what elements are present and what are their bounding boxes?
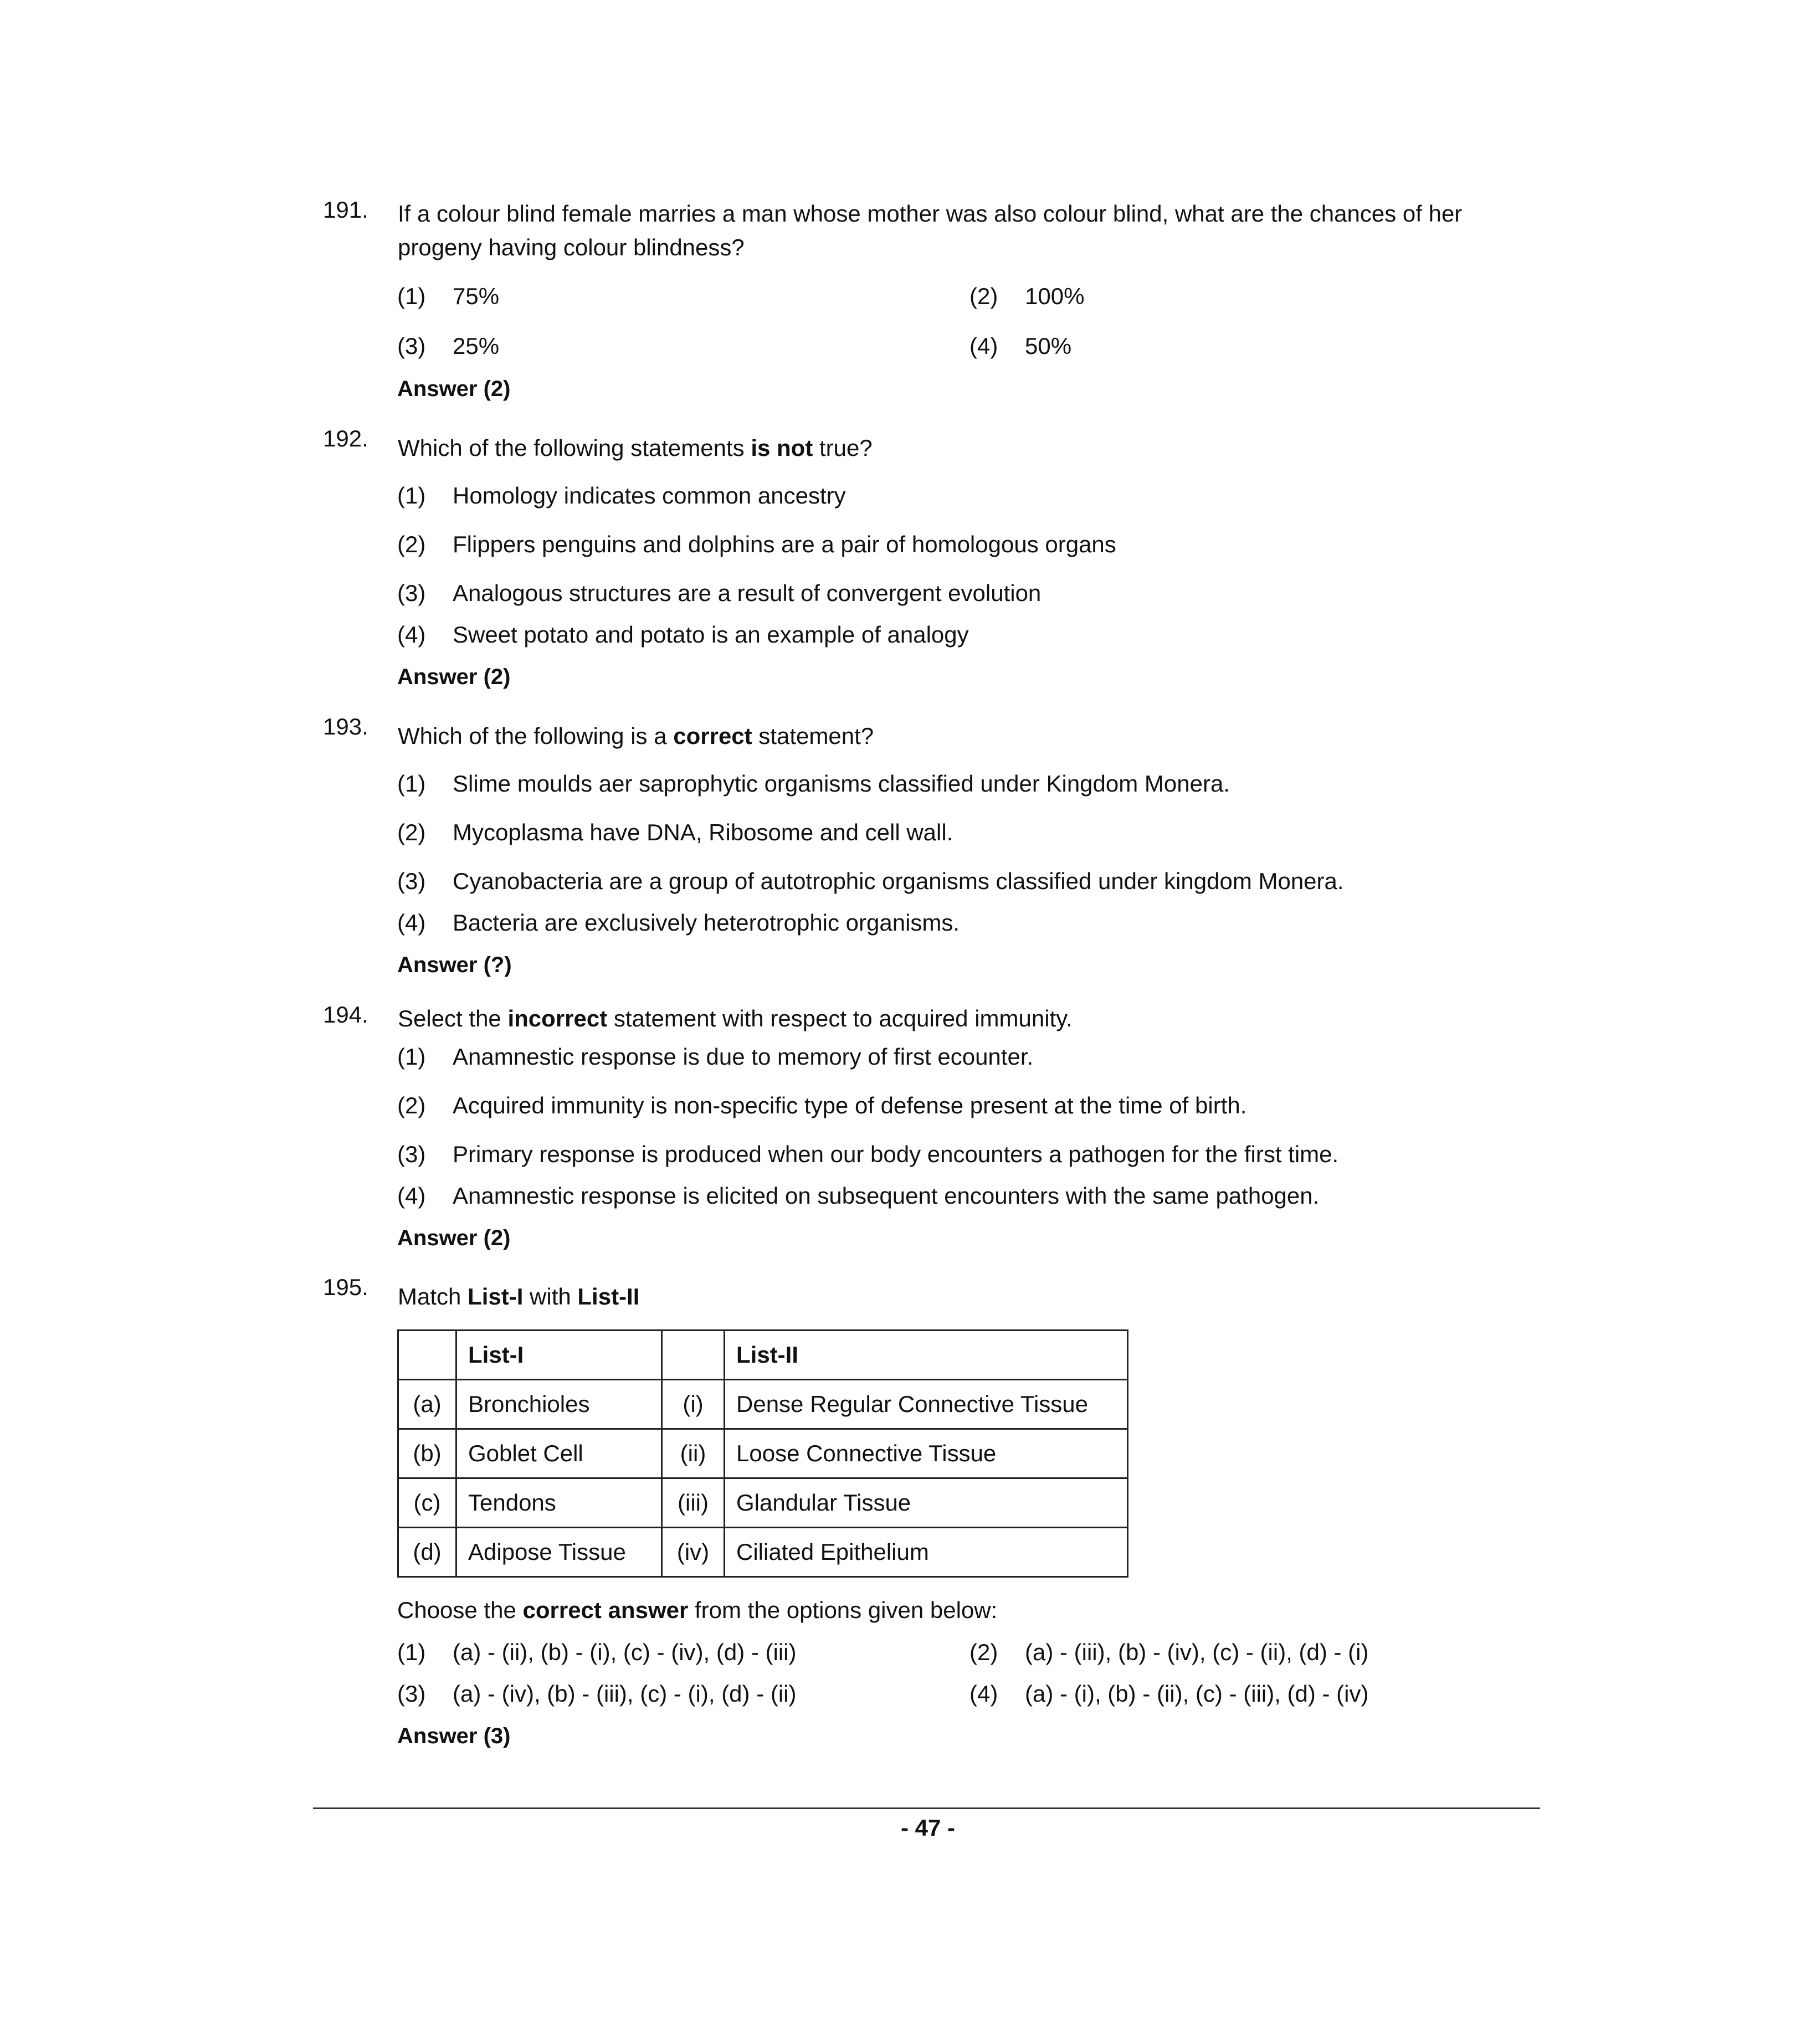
question-number: 193. xyxy=(323,713,368,739)
option-text: Mycoplasma have DNA, Ribosome and cell wall. xyxy=(453,819,953,845)
option-4 xyxy=(397,909,960,937)
question-number: 191. xyxy=(323,197,368,223)
instruction-text-part: Choose the xyxy=(397,1597,523,1623)
table-cell: (iii) xyxy=(662,1478,725,1528)
option-number: (1) xyxy=(397,771,426,797)
option-number: (3) xyxy=(397,868,426,894)
option-number: (4) xyxy=(397,910,426,936)
option-number: (1) xyxy=(397,1639,426,1665)
option-number: (3) xyxy=(397,333,426,359)
option-1 xyxy=(397,482,846,510)
table-row xyxy=(398,1429,1128,1478)
question-text-emphasis: correct xyxy=(673,723,752,749)
option-number: (3) xyxy=(397,580,426,606)
option-4 xyxy=(397,1182,1319,1210)
table-cell: Loose Connective Tissue xyxy=(725,1429,1128,1478)
option-3 xyxy=(397,1141,1338,1168)
question-text-part: Select the xyxy=(398,1005,508,1031)
question-text-emphasis: List-I xyxy=(468,1283,524,1309)
question-number: 194. xyxy=(323,1002,368,1028)
question-text-part: Match xyxy=(398,1283,468,1309)
question-195 xyxy=(323,1274,1542,1313)
option-text: (a) - (i), (b) - (ii), (c) - (iii), (d) - (iv) xyxy=(1025,1681,1369,1707)
option-2 xyxy=(397,531,1116,558)
option-number: (4) xyxy=(397,622,426,648)
answer: Answer (?) xyxy=(397,953,512,977)
question-text-part: Which of the following is a xyxy=(398,723,674,749)
option-number: (2) xyxy=(969,1639,998,1665)
answer: Answer (3) xyxy=(397,1724,511,1748)
option-text: 25% xyxy=(453,333,500,359)
table-header-cell xyxy=(398,1331,456,1380)
option-number: (2) xyxy=(397,819,426,845)
option-number: (4) xyxy=(969,1681,998,1707)
answer: Answer (2) xyxy=(397,1226,511,1250)
option-number: (1) xyxy=(397,482,426,509)
option-4 xyxy=(969,1680,1368,1708)
question-191 xyxy=(323,197,1542,264)
option-text: Primary response is produced when our body encounters a pathogen for the first time. xyxy=(453,1141,1339,1167)
table-cell: Glandular Tissue xyxy=(725,1478,1128,1528)
table-cell: Goblet Cell xyxy=(456,1429,662,1478)
option-4 xyxy=(397,621,969,649)
option-text: Acquired immunity is non-specific type of defense present at the time of birth. xyxy=(453,1092,1247,1118)
option-number: (2) xyxy=(969,283,998,309)
option-number: (3) xyxy=(397,1141,426,1167)
table-cell: (d) xyxy=(398,1528,456,1577)
question-text: If a colour blind female marries a man whose mother was also colour blind, what are the chances of her progeny having colour blindness? xyxy=(398,201,1463,260)
table-cell: Ciliated Epithelium xyxy=(725,1528,1128,1577)
option-3 xyxy=(397,1680,796,1708)
option-text: Analogous structures are a result of convergent evolution xyxy=(453,580,1042,606)
table-cell: (i) xyxy=(662,1380,725,1429)
option-text: Cyanobacteria are a group of autotrophic organisms classified under kingdom Monera. xyxy=(453,868,1344,894)
option-number: (2) xyxy=(397,531,426,557)
question-text xyxy=(398,425,1542,465)
table-cell: Dense Regular Connective Tissue xyxy=(725,1380,1128,1429)
table-header-cell: List-I xyxy=(456,1331,662,1380)
option-4 xyxy=(969,332,1071,360)
question-text xyxy=(398,713,1542,753)
table-header-row xyxy=(398,1331,1128,1380)
option-text: 100% xyxy=(1025,283,1085,309)
footer-divider xyxy=(313,1807,1540,1809)
table-header-cell xyxy=(662,1331,725,1380)
option-3 xyxy=(397,867,1344,895)
option-3 xyxy=(397,332,499,360)
option-text: (a) - (iv), (b) - (iii), (c) - (i), (d) - (ii) xyxy=(453,1681,797,1707)
option-text: (a) - (ii), (b) - (i), (c) - (iv), (d) - (iii) xyxy=(453,1639,797,1665)
question-number: 192. xyxy=(323,425,368,451)
option-1 xyxy=(397,1639,796,1666)
option-number: (4) xyxy=(969,333,998,359)
question-text-emphasis: incorrect xyxy=(507,1005,608,1031)
table-cell: (iv) xyxy=(662,1528,725,1577)
option-2 xyxy=(397,819,953,846)
question-193 xyxy=(323,713,1542,753)
question-text xyxy=(398,1002,1542,1035)
option-number: (1) xyxy=(397,283,426,309)
option-2 xyxy=(969,283,1084,310)
option-text: 75% xyxy=(453,283,500,309)
answer: Answer (2) xyxy=(397,665,511,689)
option-text: Flippers penguins and dolphins are a pair of homologous organs xyxy=(453,531,1116,557)
question-text-emphasis: is not xyxy=(751,435,813,461)
table-cell: (c) xyxy=(398,1478,456,1528)
option-text: Anamnestic response is elicited on subsequent encounters with the same pathogen. xyxy=(453,1183,1320,1209)
instruction-emphasis: correct answer xyxy=(522,1597,689,1623)
option-number: (3) xyxy=(397,1681,426,1707)
answer: Answer (2) xyxy=(397,377,511,401)
table-cell: (b) xyxy=(398,1429,456,1478)
table-header-cell: List-II xyxy=(725,1331,1128,1380)
option-2 xyxy=(397,1092,1246,1119)
question-text-part: true? xyxy=(813,435,873,461)
question-text-part: Which of the following statements xyxy=(398,435,751,461)
question-text-part: statement with respect to acquired immunity. xyxy=(607,1005,1073,1031)
question-text xyxy=(398,1274,1542,1313)
option-1 xyxy=(397,770,1230,798)
question-194 xyxy=(323,1002,1542,1035)
question-text-part: statement? xyxy=(752,723,874,749)
option-text: 50% xyxy=(1025,333,1072,359)
question-text-emphasis: List-II xyxy=(577,1283,640,1309)
option-text: Sweet potato and potato is an example of analogy xyxy=(453,622,969,648)
option-number: (4) xyxy=(397,1183,426,1209)
option-1 xyxy=(397,1043,1033,1071)
choose-instruction xyxy=(397,1596,997,1624)
option-text: Homology indicates common ancestry xyxy=(453,482,846,509)
page-number: - 47 - xyxy=(900,1815,956,1841)
option-text: Bacteria are exclusively heterotrophic organisms. xyxy=(453,910,960,936)
instruction-text-part: from the options given below: xyxy=(688,1597,998,1623)
table-row xyxy=(398,1380,1128,1429)
table-row xyxy=(398,1528,1128,1577)
match-table xyxy=(397,1329,1128,1578)
question-192 xyxy=(323,425,1542,465)
table-cell: Adipose Tissue xyxy=(456,1528,662,1577)
table-cell: Tendons xyxy=(456,1478,662,1528)
table-row xyxy=(398,1478,1128,1528)
table-cell: (a) xyxy=(398,1380,456,1429)
option-1 xyxy=(397,283,499,310)
option-text: (a) - (iii), (b) - (iv), (c) - (ii), (d) - (i) xyxy=(1025,1639,1369,1665)
question-text-part: with xyxy=(523,1283,578,1309)
question-number: 195. xyxy=(323,1274,368,1300)
option-2 xyxy=(969,1639,1368,1666)
option-number: (2) xyxy=(397,1092,426,1118)
option-text: Slime moulds aer saprophytic organisms classified under Kingdom Monera. xyxy=(453,771,1230,797)
table-cell: Bronchioles xyxy=(456,1380,662,1429)
option-3 xyxy=(397,579,1041,607)
table-cell: (ii) xyxy=(662,1429,725,1478)
option-text: Anamnestic response is due to memory of first ecounter. xyxy=(453,1044,1034,1070)
option-number: (1) xyxy=(397,1044,426,1070)
